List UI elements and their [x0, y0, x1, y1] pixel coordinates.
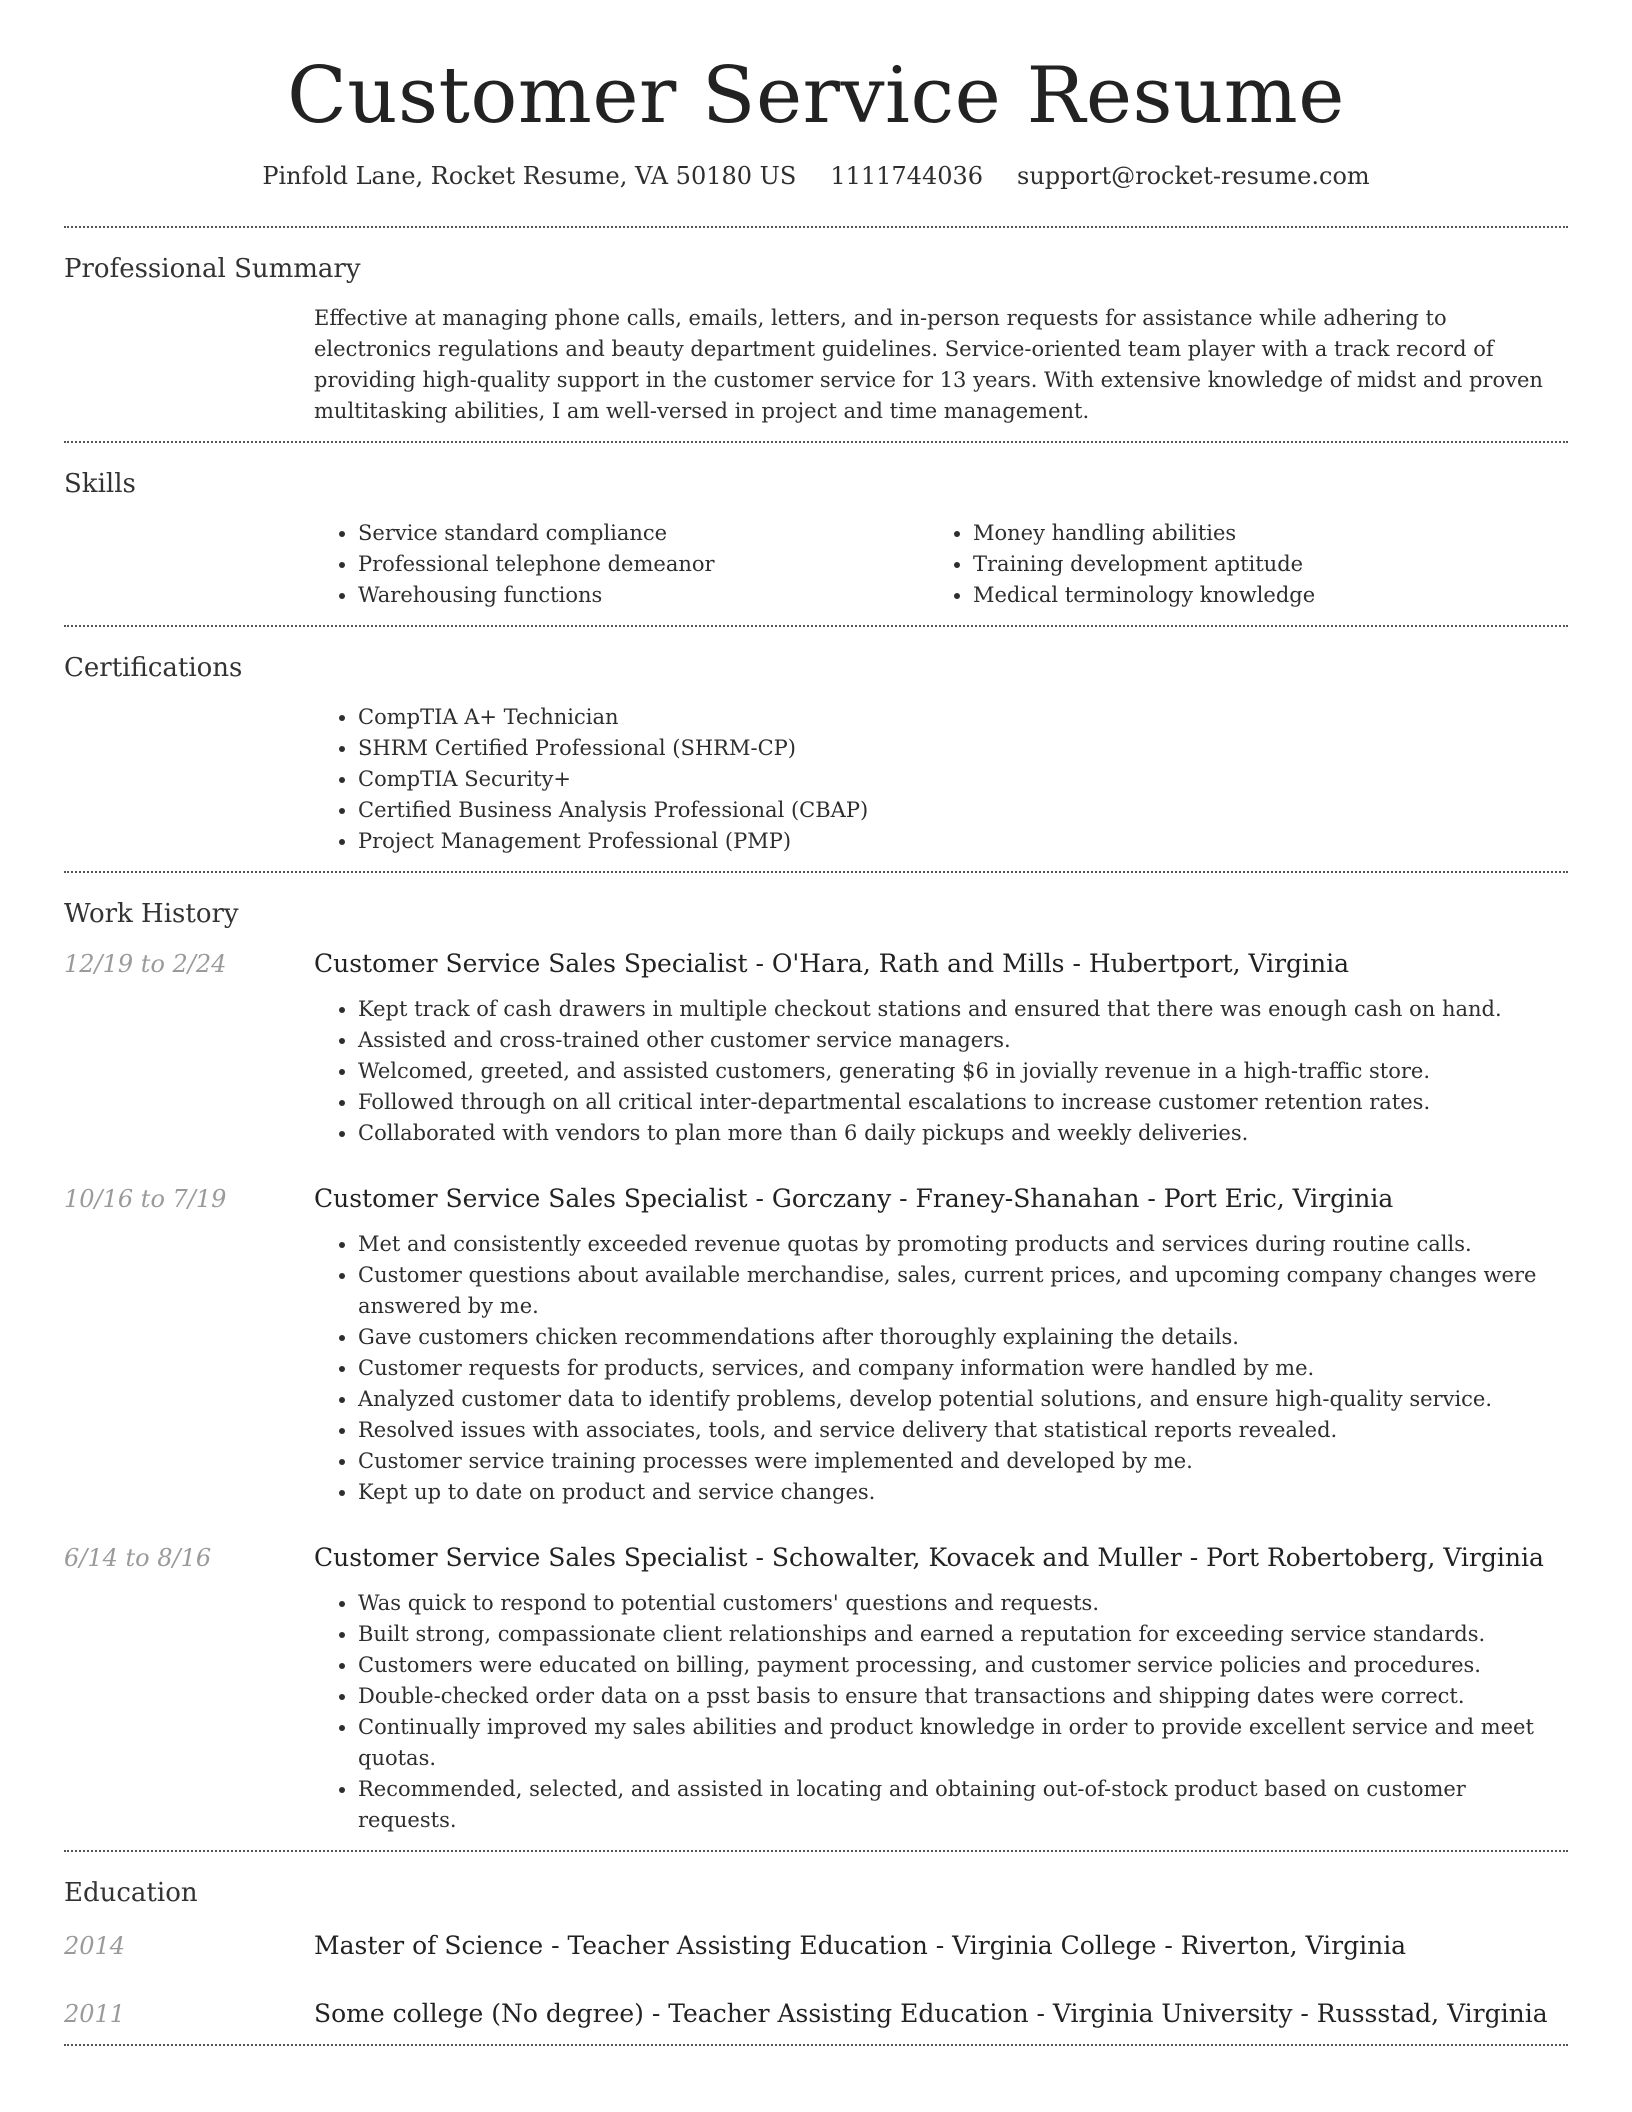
- certifications-list: [314, 702, 1568, 857]
- job-bullet: • Double-checked order data on a psst basis to ensure that transactions and shipping dates were correct.: [358, 1681, 1568, 1712]
- contact-address: Pinfold Lane, Rocket Resume, VA 50180 US: [262, 161, 797, 190]
- professional-summary-section: [64, 228, 1568, 441]
- section-title-work-history: Work History: [64, 899, 239, 930]
- job-dates: 6/14 to 8/16: [64, 1544, 212, 1573]
- job-bullet: • Collaborated with vendors to plan more than 6 daily pickups and weekly deliveries.: [358, 1118, 1568, 1149]
- skill-item: • Training development aptitude: [973, 549, 1568, 580]
- certification-item: • CompTIA A+ Technician: [358, 702, 1568, 733]
- job-bullet: • Was quick to respond to potential customers' questions and requests.: [358, 1588, 1568, 1619]
- job-heading: Customer Service Sales Specialist - O'Hara, Rath and Mills - Hubertport, Virginia: [314, 949, 1350, 979]
- section-title-summary: Professional Summary: [64, 253, 361, 284]
- skills-section: [64, 443, 1568, 625]
- education-year: 2014: [64, 1931, 126, 1960]
- skills-list-right: [929, 518, 1568, 611]
- section-title-education: Education: [64, 1878, 198, 1909]
- job-dates: 10/16 to 7/19: [64, 1185, 227, 1214]
- work-history-section: [64, 873, 1568, 1850]
- job-entry: [64, 948, 1568, 1149]
- skill-item: • Service standard compliance: [358, 518, 929, 549]
- job-bullet: • Customers were educated on billing, payment processing, and customer service policies and procedures.: [358, 1650, 1568, 1681]
- contact-info: [64, 162, 1568, 190]
- job-bullet: • Gave customers chicken recommendations after thoroughly explaining the details.: [358, 1322, 1568, 1353]
- skill-item: • Professional telephone demeanor: [358, 549, 929, 580]
- job-bullet: • Kept up to date on product and service changes.: [358, 1477, 1568, 1508]
- job-bullet: • Built strong, compassionate client relationships and earned a reputation for exceeding service standards.: [358, 1619, 1568, 1650]
- resume-header: [64, 50, 1568, 190]
- skill-item: • Warehousing functions: [358, 580, 929, 611]
- skill-item: • Medical terminology knowledge: [973, 580, 1568, 611]
- job-bullet: • Welcomed, greeted, and assisted customers, generating $6 in jovially revenue in a high-traffic store.: [358, 1056, 1568, 1087]
- education-details: Master of Science - Teacher Assisting Education - Virginia College - Riverton, Virginia: [314, 1930, 1407, 1960]
- section-title-skills: Skills: [64, 468, 136, 499]
- job-bullet: • Resolved issues with associates, tools, and service delivery that statistical reports revealed.: [358, 1415, 1568, 1446]
- certification-item: • CompTIA Security+: [358, 764, 1568, 795]
- job-bullet: • Recommended, selected, and assisted in locating and obtaining out-of-stock product based on customer requests.: [358, 1774, 1568, 1836]
- certifications-section: [64, 627, 1568, 871]
- education-entry: [64, 1930, 1568, 1962]
- job-bullet: • Analyzed customer data to identify problems, develop potential solutions, and ensure high-quality service.: [358, 1384, 1568, 1415]
- job-bullet: • Continually improved my sales abilities and product knowledge in order to provide excellent service and meet quotas.: [358, 1712, 1568, 1774]
- education-details: Some college (No degree) - Teacher Assisting Education - Virginia University - Russstad, Virginia: [314, 1998, 1548, 2028]
- job-bullets: [314, 994, 1568, 1149]
- certification-item: • Certified Business Analysis Professional (CBAP): [358, 795, 1568, 826]
- contact-phone: 1111744036: [830, 161, 984, 190]
- job-bullets: [314, 1229, 1568, 1508]
- resume-title: Customer Service Resume: [287, 51, 1345, 141]
- certification-item: • SHRM Certified Professional (SHRM-CP): [358, 733, 1568, 764]
- job-heading: Customer Service Sales Specialist - Gorczany - Franey-Shanahan - Port Eric, Virginia: [314, 1184, 1394, 1214]
- job-bullet: • Assisted and cross-trained other customer service managers.: [358, 1025, 1568, 1056]
- education-year: 2011: [64, 1999, 126, 2028]
- job-bullet: • Customer questions about available merchandise, sales, current prices, and upcoming company changes were answered by me.: [358, 1260, 1568, 1322]
- job-entry: [64, 1542, 1568, 1836]
- skill-item: • Money handling abilities: [973, 518, 1568, 549]
- education-entry: [64, 1998, 1568, 2030]
- job-bullet: • Followed through on all critical inter-departmental escalations to increase customer retention rates.: [358, 1087, 1568, 1118]
- job-bullets: [314, 1588, 1568, 1836]
- job-bullet: • Met and consistently exceeded revenue quotas by promoting products and services during routine calls.: [358, 1229, 1568, 1260]
- section-divider: [64, 2044, 1568, 2046]
- job-bullet: • Customer service training processes were implemented and developed by me.: [358, 1446, 1568, 1477]
- skills-list-left: [314, 518, 929, 611]
- contact-email: support@rocket-resume.com: [1017, 161, 1370, 190]
- job-dates: 12/19 to 2/24: [64, 950, 227, 979]
- job-bullet: • Kept track of cash drawers in multiple checkout stations and ensured that there was enough cash on hand.: [358, 994, 1568, 1025]
- education-section: [64, 1852, 1568, 2043]
- job-heading: Customer Service Sales Specialist - Schowalter, Kovacek and Muller - Port Robertoberg, Virginia: [314, 1543, 1544, 1573]
- job-bullet: • Customer requests for products, services, and company information were handled by me.: [358, 1353, 1568, 1384]
- certification-item: • Project Management Professional (PMP): [358, 826, 1568, 857]
- summary-text: Effective at managing phone calls, emails, letters, and in-person requests for assistance while adhering to electronics regulations and beauty department guidelines. Service-oriented team player with a track record of providing high-quality support in the customer service for 13 years. With extensive knowledge of midst and proven multitasking abilities, I am well-versed in project and time management.: [314, 305, 1543, 423]
- job-entry: [64, 1183, 1568, 1508]
- section-title-certifications: Certifications: [64, 652, 243, 683]
